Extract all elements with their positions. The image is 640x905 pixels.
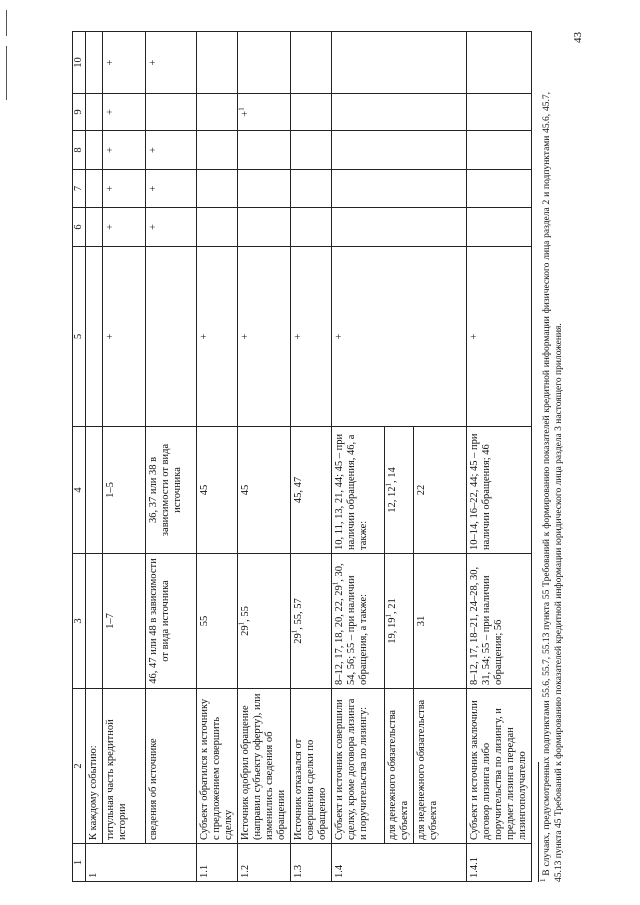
cell: + (102, 247, 145, 427)
cell: + (145, 32, 196, 94)
table-row (466, 32, 531, 882)
table-header-row (73, 32, 86, 882)
rotated-page (72, 32, 582, 882)
header-cell: 6 (73, 208, 86, 247)
table-row (331, 32, 384, 882)
row-label: Источник отказался от совершения сделки по обращению (290, 689, 331, 844)
row-label: для денежного обязательства субъекта (384, 689, 413, 844)
header-cell: 5 (73, 247, 86, 427)
margin-mark (6, 10, 7, 36)
cell-text: + (239, 110, 251, 117)
superscript: 1 (237, 621, 246, 626)
cell (331, 554, 384, 689)
footnote-text: В случаях, предусмотренных подпунктами 55.6, 55.7, 55.13 пункта 55 Требований к формированию показателей кредитной информации физического лица раздела 2 и подпунктами 45.6, 45.7, 45.13 пункта 45 Требований к формированию показателей кредитной информации юридического лица раздела 3 настоящего приложения. (542, 92, 564, 882)
cell: 10–14, 16–22, 44; 45 – при наличии обращения; 46 (466, 427, 531, 554)
superscript: 1 (290, 629, 299, 634)
cell-text: 8–12, 17, 18, 20, 22, 29 (333, 585, 345, 685)
header-cell: 3 (73, 554, 86, 689)
superscript: 1 (331, 581, 340, 586)
margin-mark (6, 46, 7, 100)
cell: + (196, 247, 237, 427)
row-title: К каждому событию: (85, 689, 102, 844)
cell-text: 29 (292, 633, 304, 644)
cell (237, 94, 290, 131)
superscript: 1 (384, 614, 393, 618)
row-label: сведения об источнике (145, 689, 196, 844)
cell (237, 554, 290, 689)
cell-text: , 30, 54, 56; 55 – при наличии обращения, а также: (333, 563, 369, 685)
superscript: 1 (384, 483, 393, 487)
cell: 8–12, 17, 18–21, 24–28, 30, 31, 54; 55 – при наличии обращения; 56 (466, 554, 531, 689)
cell: 45 (196, 427, 237, 554)
cell-text: , 55 (239, 606, 251, 622)
header-cell: 10 (73, 32, 86, 94)
superscript: 1 (237, 107, 246, 111)
row-label: Источник одобрил обращение (направил субъекту оферту), или изменились сведения об обращении (237, 689, 290, 844)
requirements-table (72, 31, 532, 882)
header-cell: 4 (73, 427, 86, 554)
cell: 55 (196, 554, 237, 689)
row-number: 1.1 (196, 844, 237, 882)
page-number: 43 (572, 32, 584, 43)
cell: 45 (237, 427, 290, 554)
footnote-rule (538, 762, 539, 882)
cell-text: , 14 (386, 467, 398, 483)
cell: + (331, 247, 466, 427)
cell: + (102, 208, 145, 247)
row-label: титульная часть кредитной истории (102, 689, 145, 844)
header-cell: 9 (73, 94, 86, 131)
cell: + (102, 131, 145, 170)
cell-text: 19, 19 (386, 617, 398, 644)
cell: + (237, 247, 290, 427)
cell-text: 12, 12 (386, 486, 398, 513)
row-label: Субъект и источник заключили договор лизинга либо поручительства по лизингу, и предмет лизинга передан лизингополучателю (466, 689, 531, 844)
footnote-mark: 1 (538, 878, 547, 882)
cell: + (102, 170, 145, 208)
cell (384, 554, 413, 689)
cell: + (145, 208, 196, 247)
header-cell: 2 (73, 689, 86, 844)
cell: 36, 37 или 38 в зависимости от вида источника (145, 427, 196, 554)
cell: 1–5 (102, 427, 145, 554)
header-cell: 1 (73, 844, 86, 882)
cell: + (290, 247, 331, 427)
row-number: 1.2 (237, 844, 290, 882)
table-row (85, 32, 102, 882)
row-number: 1 (85, 844, 196, 882)
cell: 31 (413, 554, 466, 689)
footnote (538, 92, 565, 882)
row-label: для неденежного обязательства субъекта (413, 689, 466, 844)
cell: 1–7 (102, 554, 145, 689)
cell: + (145, 131, 196, 170)
header-cell: 8 (73, 131, 86, 170)
cell-text: , 21 (386, 598, 398, 614)
cell: 22 (413, 427, 466, 554)
cell (384, 427, 413, 554)
cell: 10, 11, 13, 21, 44; 45 – при наличии обращения, 46, а также: (331, 427, 384, 554)
table-row (102, 32, 145, 882)
row-number: 1.4.1 (466, 844, 531, 882)
table-row (237, 32, 290, 882)
cell: + (102, 32, 145, 94)
row-number: 1.3 (290, 844, 331, 882)
row-label: Субъект и источник совершили сделку, кроме договора лизинга и поручительства по лизингу: (331, 689, 384, 844)
cell-text: 29 (239, 625, 251, 636)
header-cell: 7 (73, 170, 86, 208)
cell: 46, 47 или 48 в зависимости от вида источника (145, 554, 196, 689)
row-number: 1.4 (331, 844, 466, 882)
table-row (145, 32, 196, 882)
cell-text: , 55, 57 (292, 598, 304, 630)
table-row (290, 32, 331, 882)
row-label: Субъект обратился к источнику с предложением совершить сделку (196, 689, 237, 844)
table-row (196, 32, 237, 882)
cell: + (145, 170, 196, 208)
cell (290, 554, 331, 689)
cell: + (466, 247, 531, 427)
cell: 45, 47 (290, 427, 331, 554)
cell: + (102, 94, 145, 131)
